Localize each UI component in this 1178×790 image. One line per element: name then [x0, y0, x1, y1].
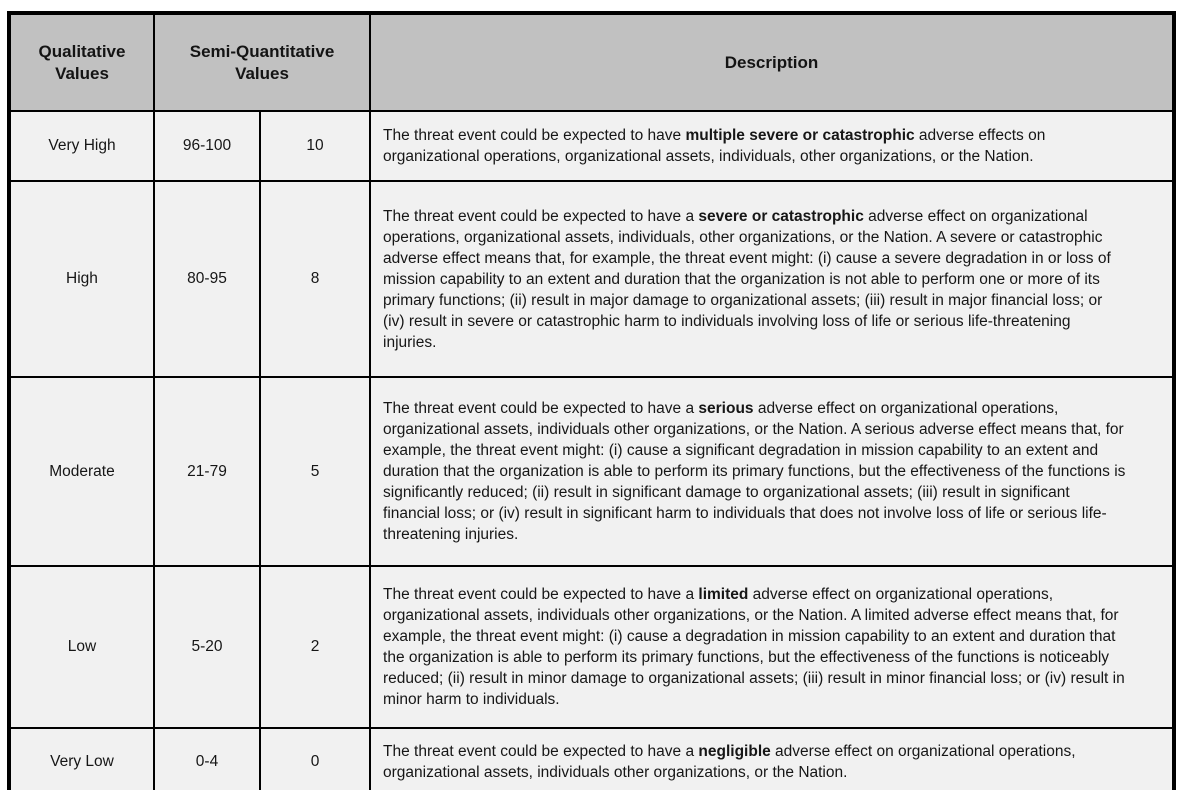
description-cell: The threat event could be expected to have a negligible adverse effect on organizational operations, organizational assets, individuals other organizations, or the Nation. [370, 728, 1174, 790]
impact-table-body [9, 111, 1174, 790]
score-value-cell: 0 [260, 728, 370, 790]
header-description: Description [370, 13, 1174, 111]
description-cell: The threat event could be expected to have multiple severe or catastrophic adverse effects on organizational operations, organizational assets, individuals, other organizations, or the Nation. [370, 111, 1174, 181]
qualitative-value-cell: Very Low [9, 728, 154, 790]
score-value-cell: 5 [260, 377, 370, 566]
table-row [9, 111, 1174, 181]
qualitative-value-cell: Very High [9, 111, 154, 181]
impact-assessment-table [7, 11, 1176, 790]
table-row [9, 728, 1174, 790]
qualitative-value-cell: Moderate [9, 377, 154, 566]
score-value-cell: 2 [260, 566, 370, 728]
score-value-cell: 10 [260, 111, 370, 181]
score-value-cell: 8 [260, 181, 370, 377]
header-semi-quantitative-values: Semi-Quantitative Values [154, 13, 370, 111]
range-value-cell: 21-79 [154, 377, 260, 566]
header-qualitative-values: Qualitative Values [9, 13, 154, 111]
table-header [9, 13, 1174, 111]
table-row [9, 377, 1174, 566]
header-row [9, 13, 1174, 111]
table-row [9, 566, 1174, 728]
range-value-cell: 0-4 [154, 728, 260, 790]
range-value-cell: 80-95 [154, 181, 260, 377]
qualitative-value-cell: Low [9, 566, 154, 728]
table-row [9, 181, 1174, 377]
qualitative-value-cell: High [9, 181, 154, 377]
description-cell: The threat event could be expected to have a severe or catastrophic adverse effect on organizational operations, organizational assets, individuals, other organizations, or the Nation. A severe or catastrophic adverse effect means that, for example, the threat event might: (i) cause a severe degradation in or loss of mission capability to an extent and duration that the organization is not able to perform one or more of its primary functions; (ii) result in major damage to organizational assets; (iii) result in major financial loss; or (iv) result in severe or catastrophic harm to individuals involving loss of life or serious life-threatening injuries. [370, 181, 1174, 377]
description-cell: The threat event could be expected to have a limited adverse effect on organizational operations, organizational assets, individuals other organizations, or the Nation. A limited adverse effect means that, for example, the threat event might: (i) cause a degradation in mission capability to an extent and duration that the organization is able to perform its primary functions, but the effectiveness of the functions is noticeably reduced; (ii) result in minor damage to organizational assets; (iii) result in minor financial loss; or (iv) result in minor harm to individuals. [370, 566, 1174, 728]
description-cell: The threat event could be expected to have a serious adverse effect on organizational operations, organizational assets, individuals other organizations, or the Nation. A serious adverse effect means that, for example, the threat event might: (i) cause a significant degradation in mission capability to an extent and duration that the organization is able to perform its primary functions, but the effectiveness of the functions is significantly reduced; (ii) result in significant damage to organizational assets; (iii) result in significant financial loss; or (iv) result in significant harm to individuals that does not involve loss of life or serious life-threatening injuries. [370, 377, 1174, 566]
range-value-cell: 96-100 [154, 111, 260, 181]
range-value-cell: 5-20 [154, 566, 260, 728]
